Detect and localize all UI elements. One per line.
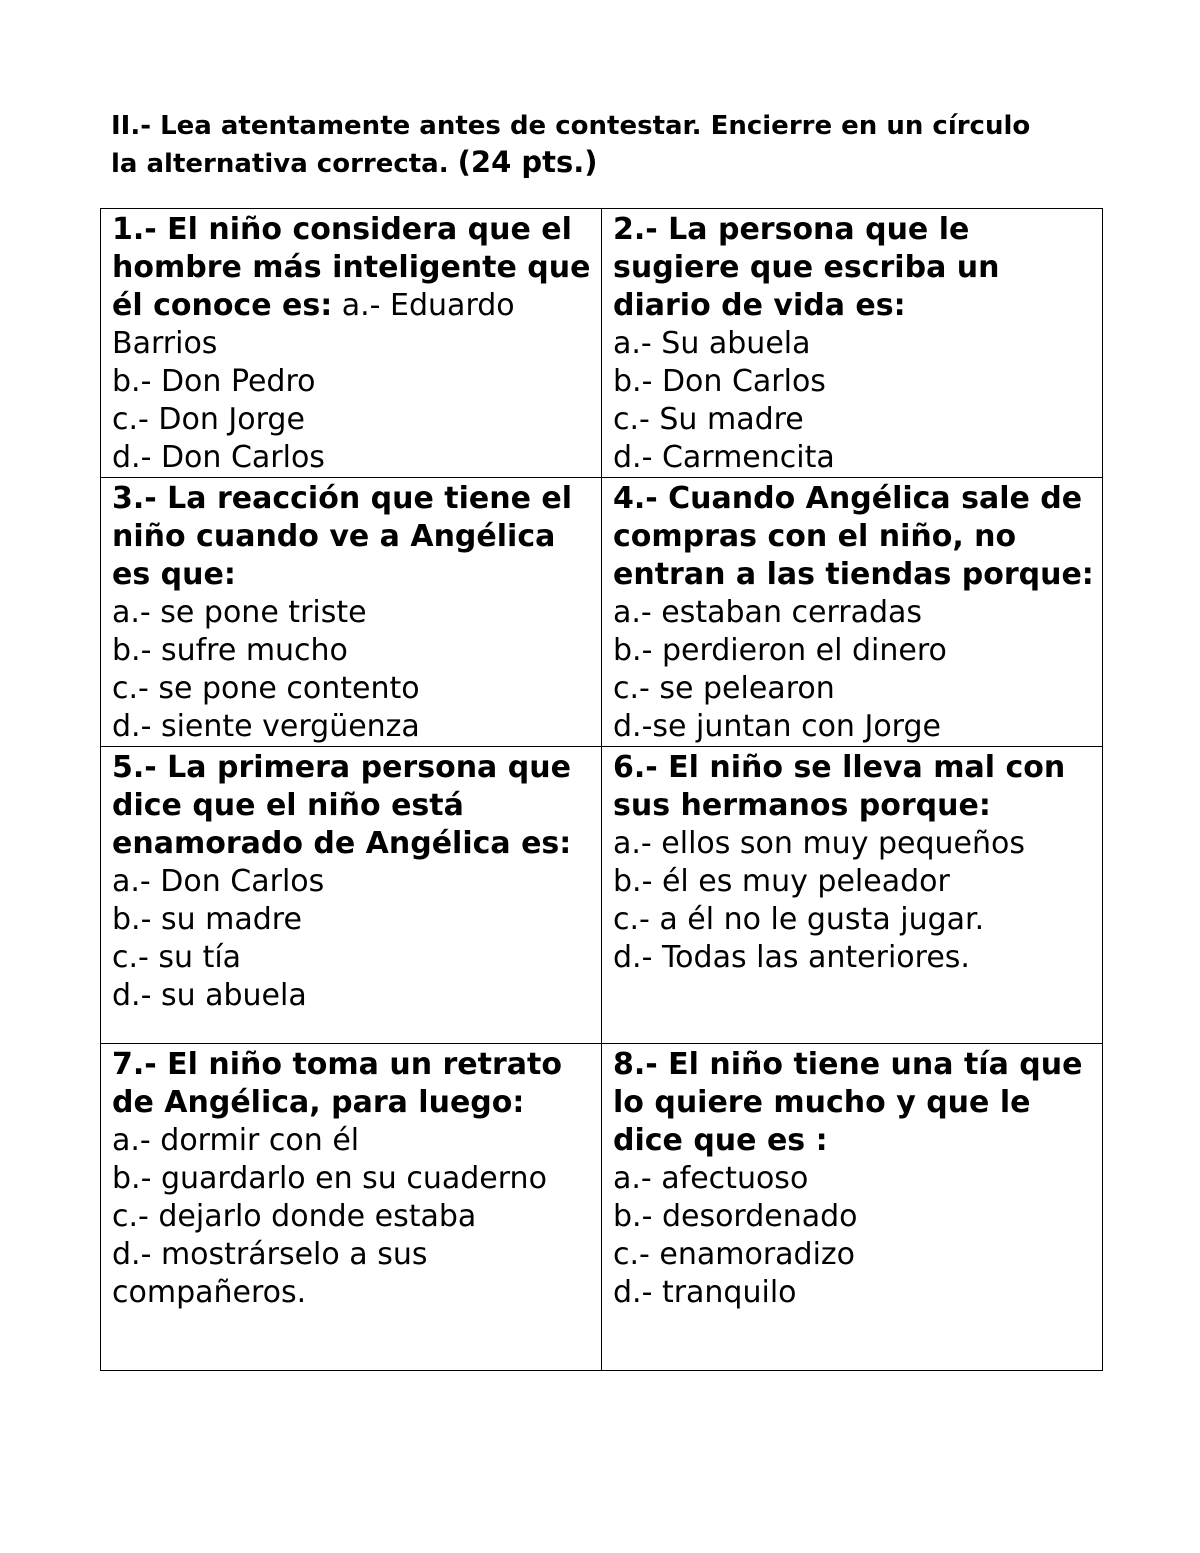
question-6-option-c: c.- a él no le gusta jugar. [613, 902, 985, 937]
question-1-option-b: b.- Don Pedro [112, 364, 316, 399]
instructions-line-2: la alternativa correcta. [111, 149, 449, 179]
instructions [111, 108, 1111, 182]
question-2-text: 2.- La persona que le sugiere que escriba un diario de vida es: [613, 212, 1000, 323]
question-4-option-d: d.-se juntan con Jorge [613, 709, 941, 744]
question-6-text: 6.- El niño se lleva mal con sus hermanos porque: [613, 750, 1066, 823]
question-7-option-d: d.- mostrárselo a sus compañeros. [112, 1237, 428, 1310]
question-3-option-a: a.- se pone triste [112, 595, 367, 630]
question-5-cell [101, 747, 602, 1044]
question-2-option-d: d.- Carmencita [613, 440, 835, 475]
instructions-line-1: II.- Lea atentamente antes de contestar. Encierre en un círculo [111, 111, 1031, 141]
question-6-option-a: a.- ellos son muy pequeños [613, 826, 1026, 861]
question-7-cell [101, 1044, 602, 1371]
question-5-text: 5.- La primera persona que dice que el niño está enamorado de Angélica es: [112, 750, 572, 861]
question-3-option-d: d.- siente vergüenza [112, 709, 420, 744]
question-1-cell [101, 209, 602, 478]
question-7-option-c: c.- dejarlo donde estaba [112, 1199, 477, 1234]
questions-table [100, 208, 1103, 1371]
question-8-option-b: b.- desordenado [613, 1199, 858, 1234]
question-4-option-c: c.- se pelearon [613, 671, 835, 706]
question-8-option-a: a.- afectuoso [613, 1161, 809, 1196]
question-4-cell [602, 478, 1103, 747]
question-2-option-c: c.- Su madre [613, 402, 804, 437]
question-7-option-a: a.- dormir con él [112, 1123, 360, 1158]
question-8-option-d: d.- tranquilo [613, 1275, 797, 1310]
question-4-option-a: a.- estaban cerradas [613, 595, 923, 630]
question-1-text: 1.- El niño considera que el hombre más inteligente que él conoce es: [112, 212, 591, 323]
question-8-option-c: c.- enamoradizo [613, 1237, 856, 1272]
question-1-option-a: a.- Eduardo Barrios [112, 288, 515, 361]
question-2-option-b: b.- Don Carlos [613, 364, 826, 399]
question-4-text: 4.- Cuando Angélica sale de compras con el niño, no entran a las tiendas porque: [613, 481, 1094, 592]
question-5-option-b: b.- su madre [112, 902, 302, 937]
question-5-option-d: d.- su abuela [112, 978, 307, 1013]
question-8-cell [602, 1044, 1103, 1371]
question-1-option-d: d.- Don Carlos [112, 440, 325, 475]
question-7-text: 7.- El niño toma un retrato de Angélica, para luego: [112, 1047, 562, 1120]
question-3-cell [101, 478, 602, 747]
question-3-text: 3.- La reacción que tiene el niño cuando ve a Angélica es que: [112, 481, 572, 592]
question-6-option-b: b.- él es muy peleador [613, 864, 950, 899]
question-4-option-b: b.- perdieron el dinero [613, 633, 947, 668]
question-7-option-b: b.- guardarlo en su cuaderno [112, 1161, 547, 1196]
question-2-cell [602, 209, 1103, 478]
question-6-cell [602, 747, 1103, 1044]
question-3-option-b: b.- sufre mucho [112, 633, 348, 668]
question-1-option-c: c.- Don Jorge [112, 402, 305, 437]
question-2-option-a: a.- Su abuela [613, 326, 811, 361]
question-6-option-d: d.- Todas las anteriores. [613, 940, 970, 975]
question-3-option-c: c.- se pone contento [112, 671, 420, 706]
points-label: (24 pts.) [457, 145, 598, 179]
question-5-option-a: a.- Don Carlos [112, 864, 325, 899]
question-8-text: 8.- El niño tiene una tía que lo quiere mucho y que le dice que es : [613, 1047, 1083, 1158]
question-5-option-c: c.- su tía [112, 940, 242, 975]
